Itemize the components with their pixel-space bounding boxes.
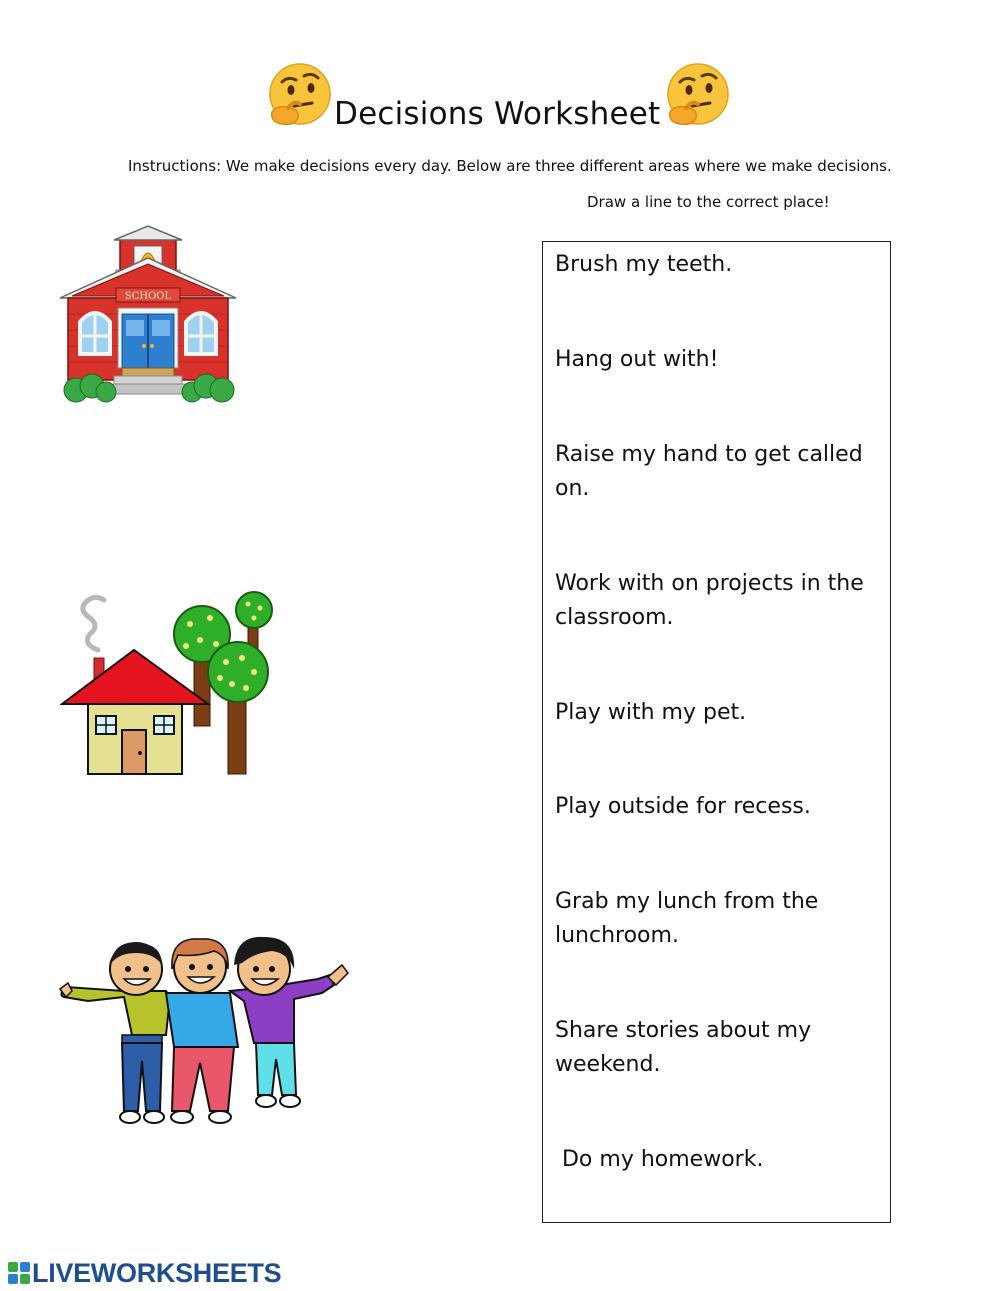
answer-item[interactable]: Work with on projects in the classroom. (555, 571, 864, 630)
svg-text:SCHOOL: SCHOOL (124, 291, 172, 302)
subinstruction-text: Draw a line to the correct place! (587, 193, 830, 211)
answer-item[interactable]: Play outside for recess. (555, 794, 811, 819)
school-picture[interactable] (58, 224, 238, 408)
friends-picture[interactable] (58, 935, 352, 1131)
answer-item[interactable]: Grab my lunch from the lunchroom. (555, 889, 819, 948)
liveworksheets-logo-icon (8, 1262, 30, 1284)
answer-item[interactable]: Brush my teeth. (555, 252, 733, 277)
answer-item[interactable]: Raise my hand to get called on. (555, 442, 863, 501)
home-picture[interactable] (60, 588, 278, 780)
thinking-face-icon (264, 60, 334, 130)
brand-name: LIVEWORKSHEETS (32, 1258, 282, 1288)
answer-item[interactable]: Play with my pet. (555, 700, 747, 725)
title-row (262, 58, 742, 138)
page-title: Decisions Worksheet (334, 96, 661, 132)
thinking-face-icon (662, 60, 732, 130)
answer-item[interactable]: Share stories about my weekend. (555, 1018, 812, 1077)
answer-item[interactable]: Do my homework. (555, 1147, 764, 1172)
footer-logo[interactable] (8, 1258, 282, 1288)
instructions-text: Instructions: We make decisions every day. Below are three different areas where we make decisions. (128, 157, 892, 175)
answer-box (542, 241, 891, 1223)
answer-item[interactable]: Hang out with! (555, 347, 719, 372)
